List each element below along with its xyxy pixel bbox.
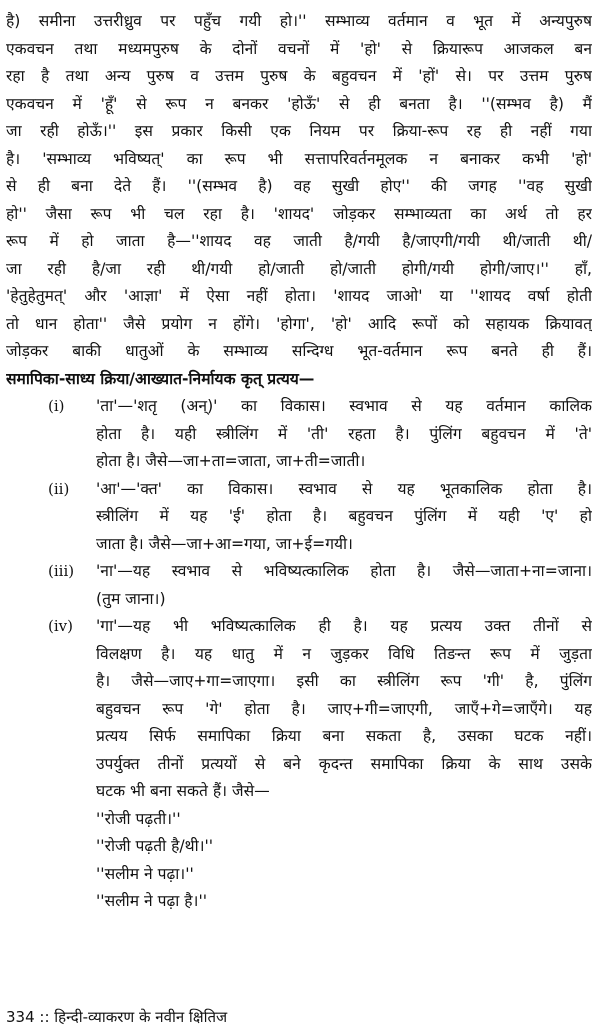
item-number: (i) [48,397,65,415]
item-line: विलक्षण है। यह धातु में न जुड़कर विधि तिङन्त रूप में जुड़ता [96,644,592,663]
item-line: स्त्रीलिंग में यह 'ई' होता है। बहुवचन पुंलिंग में यही 'ए' हो [96,507,592,525]
example-sentence: ''रोजी पढ़ती।'' [96,809,181,828]
paragraph-line: है) समीना उत्तरीध्रुव पर पहुँच गयी हो।'' सम्भाव्य वर्तमान व भूत में अन्यपुरुष [6,12,592,30]
paragraph-line: एकवचन तथा मध्यमपुरुष के दोनों वचनों में 'हो' से क्रियारूप आजकल बन [6,39,592,58]
item-line: है। जैसे—जाए+गा=जाएगा। इसी का स्त्रीलिंग रूप 'गी' है, पुंलिंग [96,672,592,690]
example-sentence: ''सलीम ने पढ़ा।'' [96,864,194,883]
item-line: होता है। यही स्त्रीलिंग में 'ती' रहता है। पुंलिंग बहुवचन में 'ते' [96,424,592,443]
page-text [6,8,592,916]
section-heading: समापिका-साध्य क्रिया/आख्यात-निर्मायक कृत् प्रत्यय— [6,369,315,388]
paragraph-line: जा रही है/जा रही थी/गयी हो/जाती हो/जाती होगी/गयी होगी/जाए।'' हाँ, [6,259,592,278]
example-sentence: ''सलीम ने पढ़ा है।'' [96,892,208,910]
list-item [6,613,592,641]
item-line: 'गा'—यह भी भविष्यत्कालिक ही है। यह प्रत्यय उक्त तीनों से [96,617,592,635]
list-item [6,558,592,586]
page-footer: 334 :: हिन्दी-व्याकरण के नवीन क्षितिज [6,1008,228,1026]
paragraph-line: से ही बना देते हैं। ''(सम्भव है) वह सुखी होए'' की जगह ''वह सुखी [6,177,592,195]
item-number: (iii) [48,562,75,580]
item-line: बहुवचन रूप 'गे' होता है। जाए+गी=जाएगी, जाएँ+गे=जाएँगे। यह [96,699,592,718]
item-line: (तुम जाना।) [96,589,166,608]
paragraph-line: है। 'सम्भाव्य भविष्यत्' का रूप भी सत्तापरिवर्तनमूलक न बनाकर कभी 'हो' [6,149,592,168]
item-line: जाता है। जैसे—जा+आ=गया, जा+ई=गयी। [96,534,353,553]
item-number: (ii) [48,479,70,498]
paragraph-line: तो धान होता'' जैसे प्रयोग न होंगे। 'होगा', 'हो' आदि रूपों को सहायक क्रियावत् [6,314,592,333]
item-number: (iv) [48,617,73,635]
paragraph-line: रूप में हो जाता है—''शायद वह जाती है/गयी है/जाएगी/गयी थी/जाती थी/ [6,232,592,250]
item-line: 'ता'—'शतृ (अन्)' का विकास। स्वभाव से यह वर्तमान कालिक [96,397,592,415]
item-line: 'ना'—यह स्वभाव से भविष्यत्कालिक होता है। जैसे—जाता+ना=जाना। [96,562,592,580]
paragraph-line: एकवचन में 'हूँ' से रूप न बनकर 'होऊँ' से ही बनता है। ''(सम्भव है) मैं [6,94,592,113]
item-line: होता है। जैसे—जा+ता=जाता, जा+ती=जाती। [96,452,366,470]
item-line: 'आ'—'क्त' का विकास। स्वभाव से यह भूतकालिक होता है। [96,479,592,498]
paragraph-line: रहा है तथा अन्य पुरुष व उत्तम पुरुष के बहुवचन में 'हों' से। पर उत्तम पुरुष [6,67,592,85]
item-line: घटक भी बना सकते हैं। जैसे— [96,782,270,800]
paragraph-line: जा रही होऊँ।'' इस प्रकार किसी एक नियम पर क्रिया-रूप रह ही नहीं गया [6,122,592,140]
paragraph-line: हो'' जैसा रूप भी चल रहा है। 'शायद' जोड़कर सम्भाव्यता का अर्थ तो हर [6,204,592,223]
item-line: उपर्युक्त तीनों प्रत्ययों से बने कृदन्त समापिका क्रिया के साथ उसके [96,754,592,773]
list-item [6,476,592,504]
paragraph-line: 'हेतुहेतुमत्' और 'आज्ञा' में ऐसा नहीं होता। 'शायद जाओ' या ''शायद वर्षा होती [6,287,592,305]
item-line: प्रत्यय सिर्फ समापिका क्रिया बना सकता है, उसका घटक नहीं। [96,727,592,745]
example-sentence: ''रोजी पढ़ती है/थी।'' [96,837,214,855]
list-item [6,393,592,421]
paragraph-line: जोड़कर बाकी धातुओं के सम्भाव्य सन्दिग्ध भूत-वर्तमान रूप बनते ही हैं। [6,342,592,360]
